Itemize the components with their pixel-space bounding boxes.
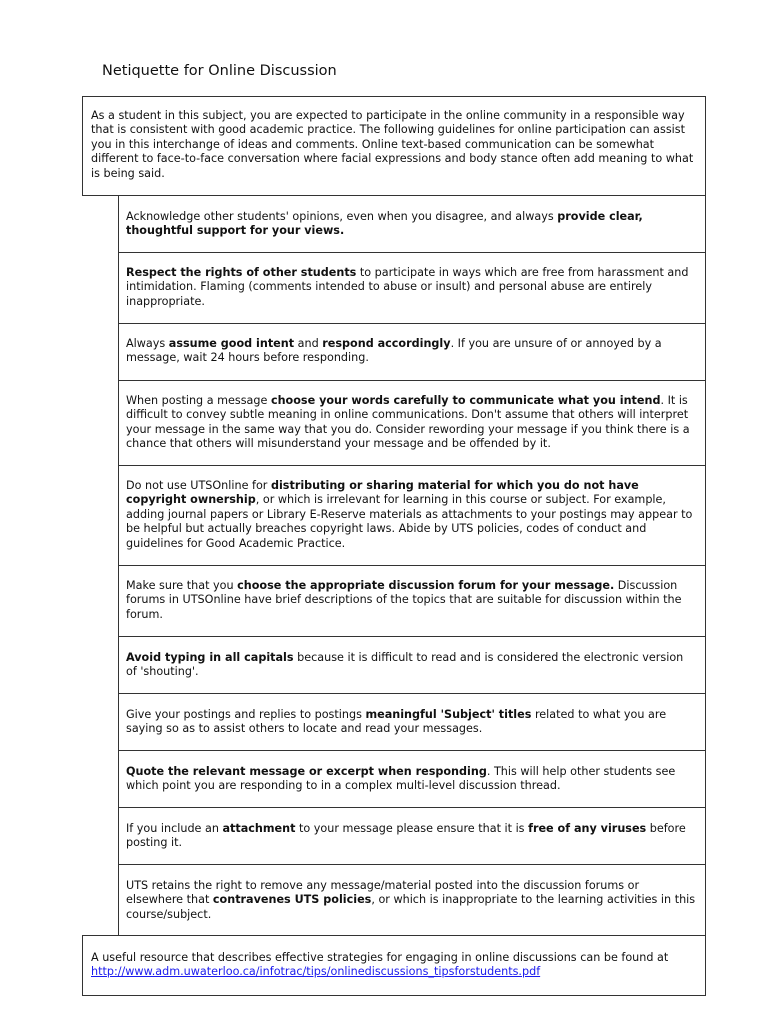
guideline-text: Always assume good intent and respond accordingly. If you are unsure of or annoyed by a message, wait 24 hours before responding.: [126, 337, 662, 365]
guideline-item: [119, 324, 705, 381]
guideline-text: When posting a message choose your words carefully to communicate what you intend. It is difficult to convey subtle meaning in online communications. Don't assume that others will interpret your message in the same way that you do. Consider rewording your message if you think there is a chance that others will misunderstand your message and be offended by it.: [126, 394, 690, 451]
guideline-item: [119, 381, 705, 466]
guideline-item: [119, 808, 705, 865]
guideline-item: [119, 466, 705, 566]
guideline-item: [119, 195, 705, 253]
intro-box: [82, 96, 706, 196]
guideline-item: [119, 694, 705, 751]
resource-text: A useful resource that describes effective strategies for engaging in online discussions can be found at: [91, 951, 669, 964]
guideline-text: Avoid typing in all capitals because it is difficult to read and is considered the electronic version of 'shouting'.: [126, 651, 684, 679]
guideline-text: Do not use UTSOnline for distributing or sharing material for which you do not have copyright ownership, or which is irrelevant for learning in this course or subject. For example, adding journal papers or Library E-Reserve materials as attachments to your postings may appear to be helpful but actually breaches copyright laws. Abide by UTS policies, codes of conduct and guidelines for Good Academic Practice.: [126, 479, 693, 550]
resource-link[interactable]: http://www.adm.uwaterloo.ca/infotrac/tips/onlinediscussions_tipsforstudents.pdf: [91, 965, 541, 979]
guideline-text: If you include an attachment to your message please ensure that it is free of any viruses before posting it.: [126, 822, 686, 850]
guideline-item: [119, 751, 705, 808]
guideline-text: UTS retains the right to remove any message/material posted into the discussion forums or elsewhere that contravenes UTS policies, or which is inappropriate to the learning activities in this course/subject.: [126, 879, 696, 921]
guideline-item: [119, 253, 705, 324]
guideline-text: Acknowledge other students' opinions, even when you disagree, and always provide clear, thoughtful support for your views.: [126, 210, 643, 238]
guideline-text: Give your postings and replies to postings meaningful 'Subject' titles related to what you are saying so as to assist others to locate and read your messages.: [126, 708, 667, 736]
guideline-item: [119, 865, 705, 936]
guideline-item: [119, 566, 705, 637]
resource-box: [82, 935, 706, 996]
guideline-item: [119, 637, 705, 694]
guideline-text: Make sure that you choose the appropriate discussion forum for your message. Discussion forums in UTSOnline have brief descriptions of the topics that are suitable for discussion within the forum.: [126, 579, 682, 621]
guideline-text: Respect the rights of other students to participate in ways which are free from harassment and intimidation. Flaming (comments intended to abuse or insult) and personal abuse are entirely inappropriate.: [126, 266, 689, 308]
guidelines-table: [118, 195, 706, 936]
guideline-text: Quote the relevant message or excerpt when responding. This will help other students see which point you are responding to in a complex multi-level discussion thread.: [126, 765, 676, 793]
intro-text: As a student in this subject, you are expected to participate in the online community in a responsible way that is consistent with good academic practice. The following guidelines for online participation can assist you in this interchange of ideas and comments. Online text-based communication can be somewhat different to face-to-face conversation where facial expressions and body stance often add meaning to what is being said.: [91, 109, 694, 180]
page-title: Netiquette for Online Discussion: [102, 63, 337, 79]
